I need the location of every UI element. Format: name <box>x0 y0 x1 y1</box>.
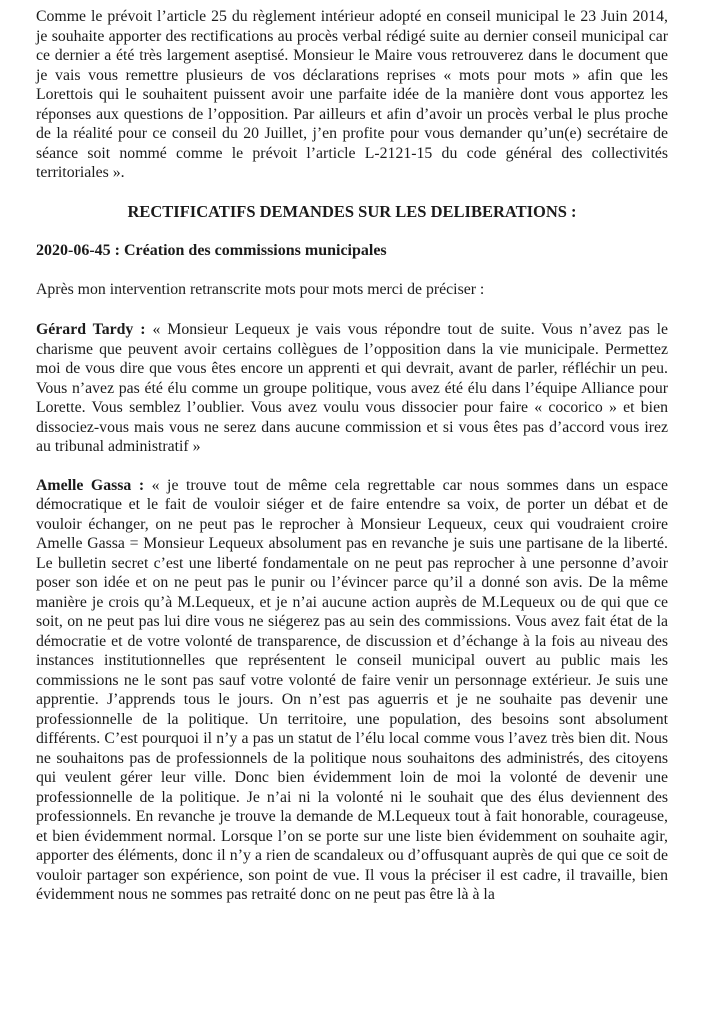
speech-paragraph-tardy <box>36 320 668 457</box>
speaker-name-gassa: Amelle Gassa : <box>36 476 145 494</box>
intro-paragraph: Comme le prévoit l’article 25 du règlement intérieur adopté en conseil municipal le 23 Juin 2014, je souhaite apporter des rectifications au procès verbal rédigé suite au dernier conseil municipal car ce dernier a été très largement aseptisé. Monsieur le Maire vous retrouverez dans le document que je vais vous remettre plusieurs de vos déclarations reprises « mots pour mots » afin que les Lorettois qui le souhaitent puissent avoir une parfaite idée de la manière dont vous apportez les réponses aux questions de l’opposition. Par ailleurs et afin d’avoir un procès verbal le plus proche de la réalité pour ce conseil du 20 Juillet, j’en profite pour vous demander qu’un(e) secrétaire de séance soit nommé comme le prévoit l’article L-2121-15 du code général des collectivités territoriales ». <box>36 8 668 181</box>
speaker-name-tardy: Gérard Tardy : <box>36 321 146 338</box>
section-heading: RECTIFICATIFS DEMANDES SUR LES DELIBERATIONS : <box>127 201 577 221</box>
speech-text-gassa: « je trouve tout de même cela regrettable car nous sommes dans un espace démocratique et le fait de vouloir siéger et de faire entendre sa voix, de porter un débat et de vouloir échanger, on ne peut pas le reprocher à Monsieur Lequeux, ceux qui voudraient croire Amelle Gassa = Monsieur Lequeux absolument pas en revanche je suis une partisane de la liberté. Le bulletin secret c’est une liberté fondamentale on ne peut pas reprocher à une personne d’avoir poser son idée et on ne peut pas le punir ou l’évincer parce qu’il a donné son avis. De la même manière je crois qu’à M.Lequeux, et je n’ai aucune action auprès de M.Lequeux ou de qui que ce soit, on ne peut pas lui dire vous ne siégerez pas au sein des commissions. Vous avez fait état de la démocratie et de votre volonté de transparence, de discussion et d’échange à la fois au niveau des instances institutionnelles que représentent le conseil municipal ouvert au public mais les commissions ne le sont pas sauf votre volonté de faire venir un personnage extérieur. Je suis une apprentie. J’apprends tous le jours. On n’est pas aguerris et je ne souhaite pas devenir une professionnelle de la politique. Un territoire, une population, des besoins sont absolument différents. C’est pourquoi il n’y a pas un statut de l’élu local comme vous l’avez très bien dit. Nous ne souhaitons pas de professionnels de la politique nous souhaitons des administrés, des citoyens qui veulent gérer leur ville. Donc bien évidemment loin de moi la volonté de devenir une professionnelle de la politique. Je n’ai ni la volonté ni le souhait que des élus deviennent des professionnels. En revanche je trouve la demande de M.Lequeux tout à fait honorable, courageuse, et bien évidemment normal. Lorsque l’on se porte sur une liste bien évidemment on souhaite agir, apporter des éléments, donc il n’y a rien de scandaleux ou d’offusquant auprès de qui que ce soit de vouloir partager son expérience, son point de vue. Il vous la préciser il est cadre, il travaille, bien évidemment nous ne sommes pas retraité donc on ne peut pas être là à la <box>36 476 669 903</box>
speech-paragraph-gassa <box>36 476 668 905</box>
deliberation-title: 2020-06-45 : Création des commissions municipales <box>36 241 387 259</box>
speech-text-tardy: « Monsieur Lequeux je vais vous répondre tout de suite. Vous n’avez pas le charisme que peuvent avoir certains collègues de l’opposition dans la vie municipale. Permettez moi de vous dire que vous êtes encore un apprenti et qui devrait, avant de parler, réfléchir un peu. Vous n’avez pas été élu comme un groupe politique, vous avez été élu dans l’équipe Alliance pour Lorette. Vous semblez l’oublier. Vous avez voulu vous dissocier pour faire « cocorico » et bien dissociez-vous mais vous ne serez dans aucune commission et si vous êtes pas d’accord vous irez au tribunal administratif » <box>36 321 668 455</box>
instruction-line: Après mon intervention retranscrite mots pour mots merci de préciser : <box>36 280 485 298</box>
